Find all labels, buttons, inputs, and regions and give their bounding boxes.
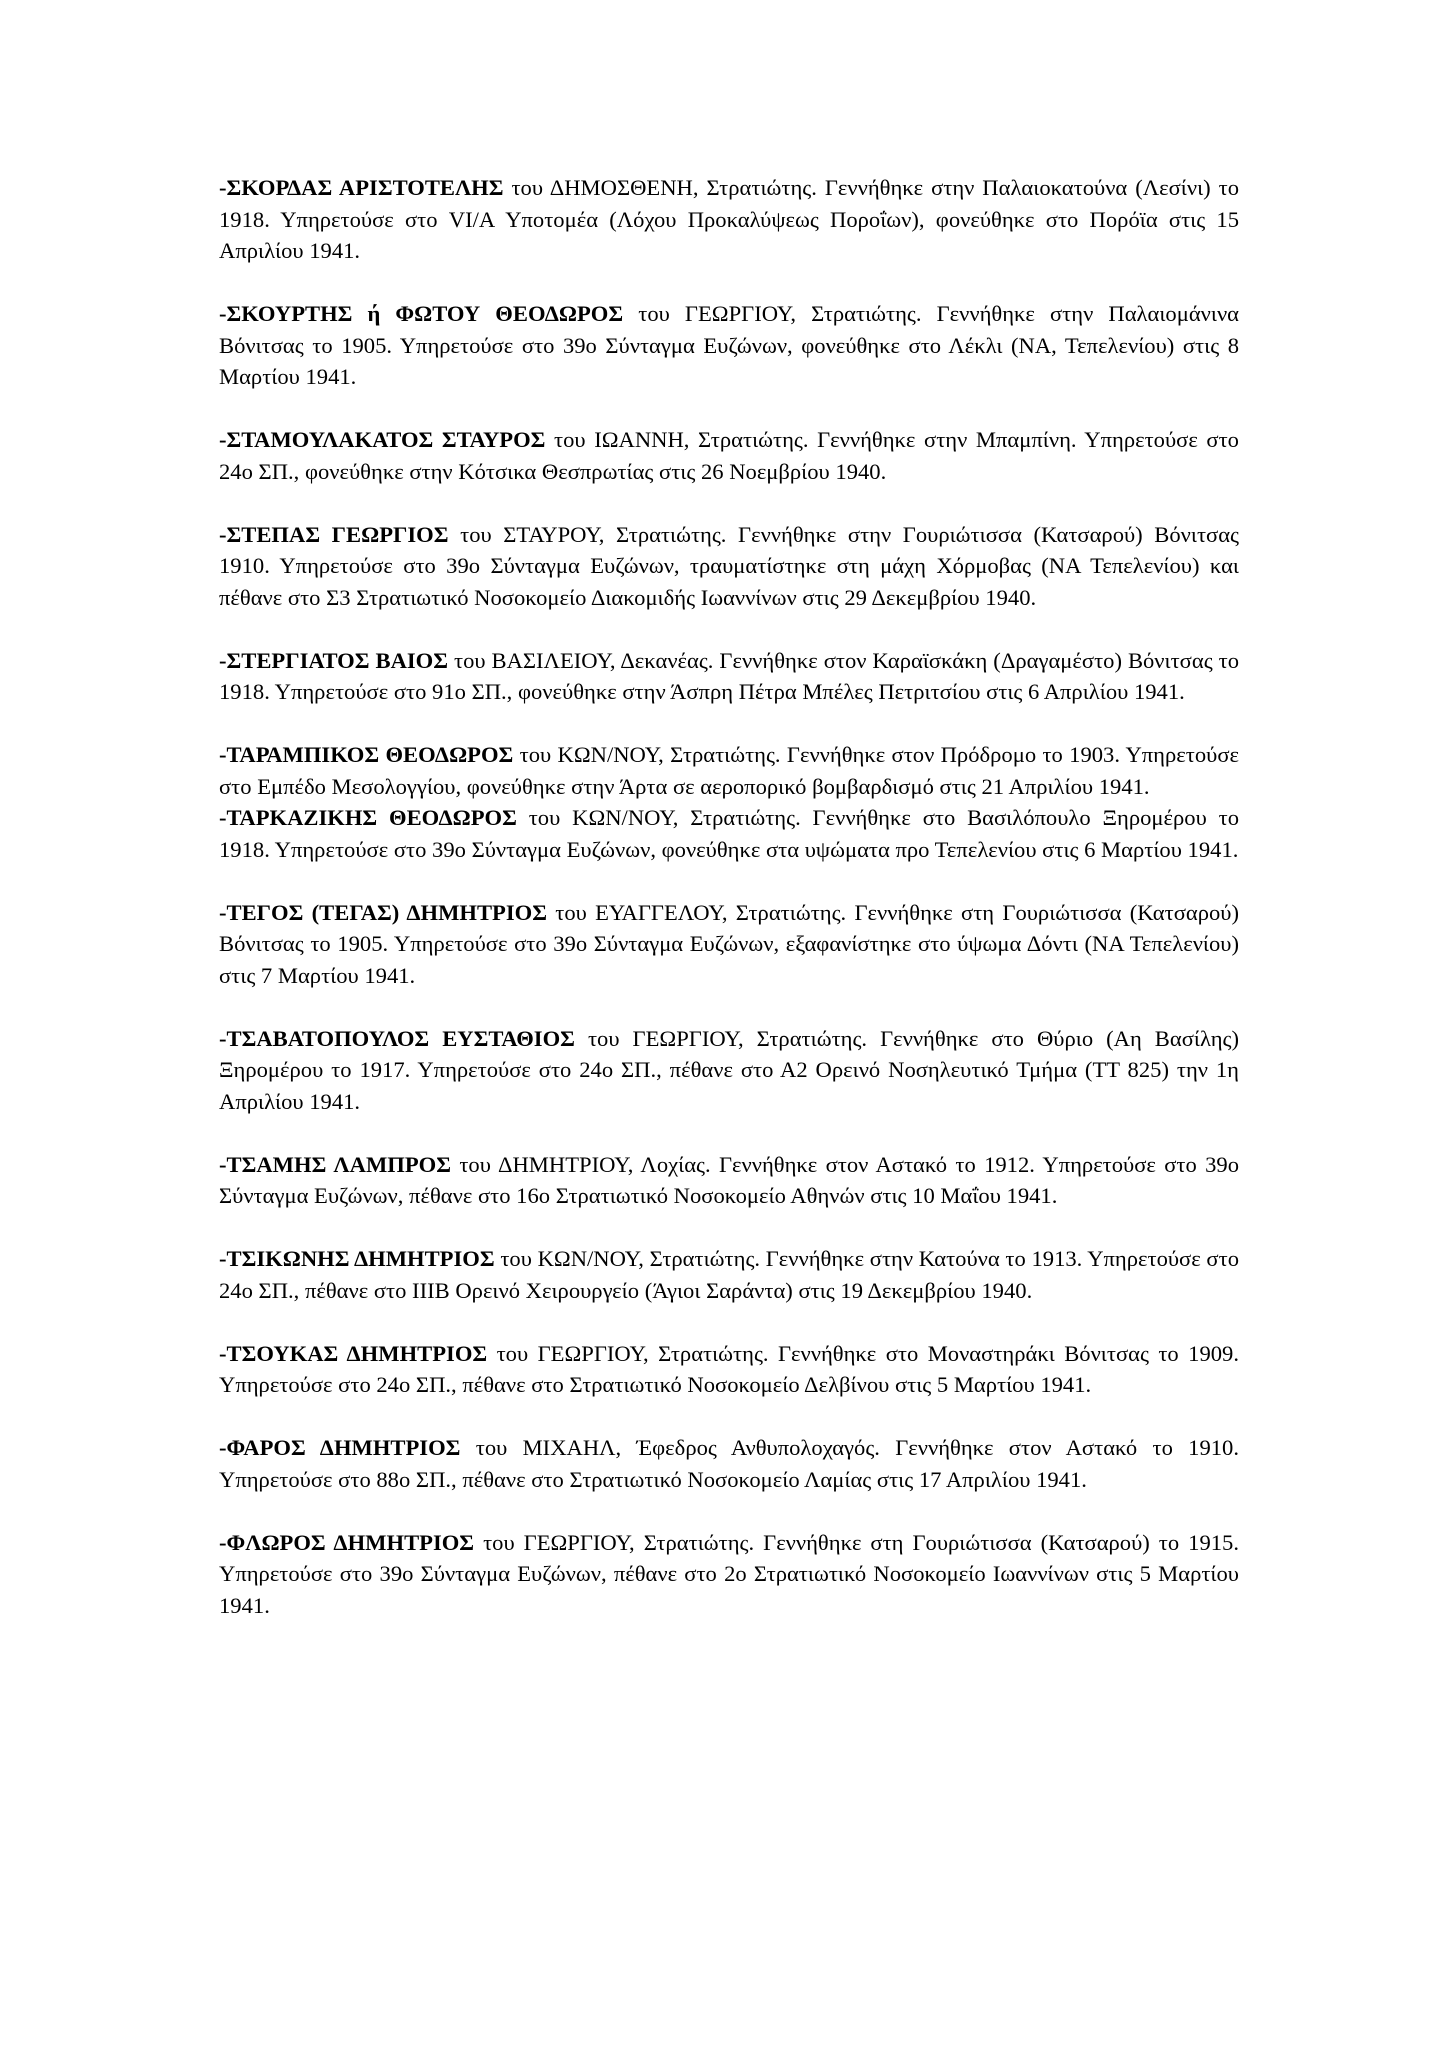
entry-text: του ΚΩΝ/ΝΟΥ, Στρατιώτης. Γεννήθηκε στην Κατούνα το 1913. Υπηρετούσε στο 24ο ΣΠ., πέθανε στο ΙΙΙΒ Ορεινό Χειρουργείο (Άγιοι Σαράντα) στις 19 Δεκεμβρίου 1940. [219, 1246, 1239, 1303]
entry-name: -ΣΤΕΠΑΣ ΓΕΩΡΓΙΟΣ [219, 521, 449, 547]
entry-text: του ΚΩΝ/ΝΟΥ, Στρατιώτης. Γεννήθηκε στο Βασιλόπουλο Ξηρομέρου το 1918. Υπηρετούσε στο 39ο Σύνταγμα Ευζώνων, φονεύθηκε στα υψώματα προ Τεπελενίου στις 6 Μαρτίου 1941. [219, 805, 1239, 862]
entry-tarampikos [219, 739, 1239, 802]
entry-tsoukas [219, 1338, 1239, 1401]
entry-text: του ΓΕΩΡΓΙΟΥ, Στρατιώτης. Γεννήθηκε στη Γουριώτισσα (Κατσαρού) το 1915. Υπηρετούσε στο 39ο Σύνταγμα Ευζώνων, πέθανε στο 2ο Στρατιωτικό Νοσοκομείο Ιωαννίνων στις 5 Μαρτίου 1941. [219, 1529, 1240, 1618]
entry-tsavatopoulos [219, 1023, 1239, 1118]
entry-tsikonis [219, 1243, 1239, 1306]
entry-tegos [219, 897, 1239, 992]
entry-stamoulakatos [219, 424, 1239, 487]
entry-name: -ΤΣΑΜΗΣ ΛΑΜΠΡΟΣ [219, 1151, 451, 1177]
entry-skordas [219, 172, 1239, 267]
entry-name: -ΤΑΡΑΜΠΙΚΟΣ ΘΕΟΔΩΡΟΣ [219, 742, 514, 767]
entry-text: του ΣΤΑΥΡΟΥ, Στρατιώτης. Γεννήθηκε στην Γουριώτισσα (Κατσαρού) Βόνιτσας 1910. Υπηρετούσε στο 39ο Σύνταγμα Ευζώνων, τραυματίστηκε στη μάχη Χόρμοβας (ΝΑ Τεπελενίου) και πέθανε στο Σ3 Στρατιωτικό Νοσοκομείο Διακομιδής Ιωαννίνων στις 29 Δεκεμβρίου 1940. [219, 521, 1239, 610]
entry-text: του ΓΕΩΡΓΙΟΥ, Στρατιώτης. Γεννήθηκε στο Θύριο (Αη Βασίλης) Ξηρομέρου το 1917. Υπηρετούσε στο 24ο ΣΠ., πέθανε στο Α2 Ορεινό Νοσηλευτικό Τμήμα (ΤΤ 825) την 1η Απριλίου 1941. [219, 1025, 1239, 1114]
entry-tarkazikis [219, 802, 1239, 865]
entry-faros [219, 1432, 1239, 1495]
entry-name: -ΣΤΕΡΓΙΑΤΟΣ ΒΑΙΟΣ [219, 647, 449, 673]
entry-text: του ΓΕΩΡΓΙΟΥ, Στρατιώτης. Γεννήθηκε στην Παλαιομάνινα Βόνιτσας το 1905. Υπηρετούσε στο 39ο Σύνταγμα Ευζώνων, φονεύθηκε στο Λέκλι (ΝΑ, Τεπελενίου) στις 8 Μαρτίου 1941. [219, 301, 1240, 389]
entry-name: -ΦΑΡΟΣ ΔΗΜΗΤΡΙΟΣ [219, 1435, 461, 1460]
entry-floros [219, 1527, 1239, 1622]
entry-name: -ΤΣΑΒΑΤΟΠΟΥΛΟΣ ΕΥΣΤΑΘΙΟΣ [219, 1025, 575, 1051]
entry-skourtis [219, 298, 1239, 393]
entry-name: -ΤΑΡΚΑΖΙΚΗΣ ΘΕΟΔΩΡΟΣ [219, 805, 517, 830]
entry-stergiatos [219, 645, 1239, 708]
entry-name: -ΣΤΑΜΟΥΛΑΚΑΤΟΣ ΣΤΑΥΡΟΣ [219, 427, 546, 452]
entry-name: -ΣΚΟΡΔΑΣ ΑΡΙΣΤΟΤΕΛΗΣ [219, 175, 504, 200]
entry-name: -ΦΛΩΡΟΣ ΔΗΜΗΤΡΙΟΣ [219, 1529, 475, 1555]
entry-text: του ΔΗΜΟΣΘΕΝΗ, Στρατιώτης. Γεννήθηκε στην Παλαιοκατούνα (Λεσίνι) το 1918. Υπηρετούσε στο VI/A Υποτομέα (Λόχου Προκαλύψεως Ποροΐων), φονεύθηκε στο Πορόϊα στις 15 Απριλίου 1941. [219, 175, 1239, 263]
entry-name: -ΤΣΟΥΚΑΣ ΔΗΜΗΤΡΙΟΣ [219, 1340, 488, 1366]
entry-tsamis [219, 1149, 1239, 1212]
entry-text: του ΓΕΩΡΓΙΟΥ, Στρατιώτης. Γεννήθηκε στο Μοναστηράκι Βόνιτσας το 1909. Υπηρετούσε στο 24ο ΣΠ., πέθανε στο Στρατιωτικό Νοσοκομείο Δελβίνου στις 5 Μαρτίου 1941. [219, 1340, 1239, 1397]
document-body [219, 172, 1239, 1653]
entry-text: του ΜΙΧΑΗΛ, Έφεδρος Ανθυπολοχαγός. Γεννήθηκε στον Αστακό το 1910. Υπηρετούσε στο 88ο ΣΠ., πέθανε στο Στρατιωτικό Νοσοκομείο Λαμίας στις 17 Απριλίου 1941. [219, 1435, 1239, 1492]
entry-name: -ΣΚΟΥΡΤΗΣ ή ΦΩΤΟΥ ΘΕΟΔΩΡΟΣ [219, 301, 624, 326]
entry-name: -ΤΣΙΚΩΝΗΣ ΔΗΜΗΤΡΙΟΣ [219, 1246, 495, 1271]
entry-text: του ΕΥΑΓΓΕΛΟΥ, Στρατιώτης. Γεννήθηκε στη Γουριώτισσα (Κατσαρού) Βόνιτσας το 1905. Υπηρετούσε στο 39ο Σύνταγμα Ευζώνων, εξαφανίστηκε στο ύψωμα Δόντι (ΝΑ Τεπελενίου) στις 7 Μαρτίου 1941. [219, 899, 1239, 988]
entry-text: του ΚΩΝ/ΝΟΥ, Στρατιώτης. Γεννήθηκε στον Πρόδρομο το 1903. Υπηρετούσε στο Εμπέδο Μεσολογγίου, φονεύθηκε στην Άρτα σε αεροπορικό βομβαρδισμό στις 21 Απριλίου 1941. [219, 742, 1239, 799]
entry-text: του ΔΗΜΗΤΡΙΟΥ, Λοχίας. Γεννήθηκε στον Αστακό το 1912. Υπηρετούσε στο 39ο Σύνταγμα Ευζώνων, πέθανε στο 16ο Στρατιωτικό Νοσοκομείο Αθηνών στις 10 Μαΐου 1941. [219, 1151, 1239, 1208]
entry-text: του ΙΩΑΝΝΗ, Στρατιώτης. Γεννήθηκε στην Μπαμπίνη. Υπηρετούσε στο 24ο ΣΠ., φονεύθηκε στην Κότσικα Θεσπρωτίας στις 26 Νοεμβρίου 1940. [219, 427, 1239, 484]
entry-name: -ΤΕΓΟΣ (ΤΕΓΑΣ) ΔΗΜΗΤΡΙΟΣ [219, 899, 547, 925]
entry-stepas [219, 519, 1239, 614]
entry-text: του ΒΑΣΙΛΕΙΟΥ, Δεκανέας. Γεννήθηκε στον Καραϊσκάκη (Δραγαμέστο) Βόνιτσας το 1918. Υπηρετούσε στο 91ο ΣΠ., φονεύθηκε στην Άσπρη Πέτρα Μπέλες Πετριτσίου στις 6 Απριλίου 1941. [219, 647, 1239, 704]
